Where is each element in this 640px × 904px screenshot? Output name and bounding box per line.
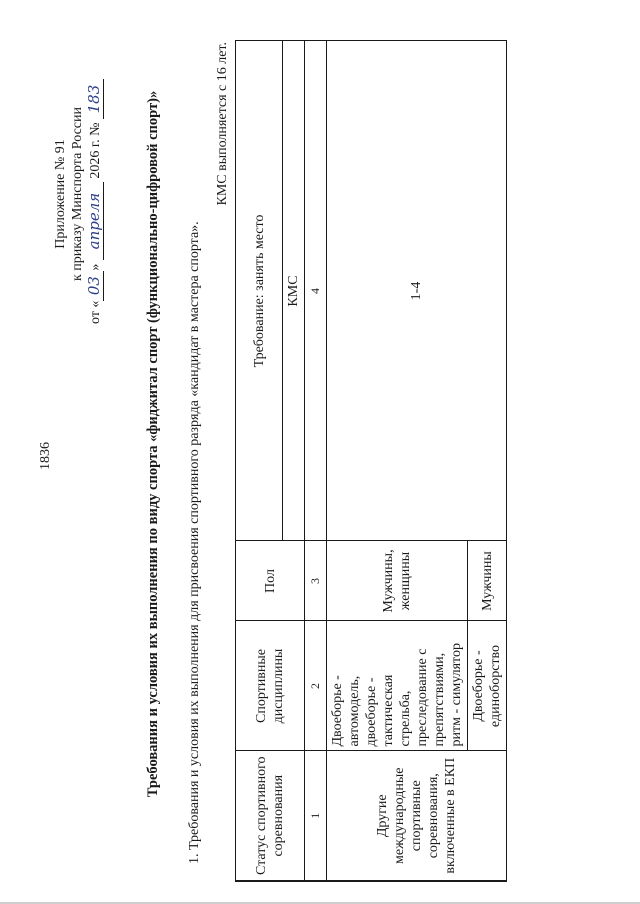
date-year: 2026 г. № [88, 122, 103, 179]
handwritten-month: апреля [86, 182, 104, 260]
place-cell: 1-4 [327, 41, 507, 541]
discipline-cell [327, 621, 468, 751]
table-row [327, 41, 468, 881]
discipline-line: ритм - симулятор [449, 643, 464, 747]
document-title: Требования и условия их выполнения по виду спорта «фиджитал спорт (функционально-цифровой спорт)» [145, 90, 161, 798]
appendix-date-line [86, 54, 104, 334]
header-requirement: Требование: занять место [236, 41, 283, 541]
header-rank: КМС [283, 41, 305, 541]
header-disciplines: Спортивные дисциплины [236, 621, 305, 751]
header-status: Статус спортивного соревнования [236, 751, 305, 881]
page-number: 1836 [38, 442, 53, 470]
discipline-line: стрельба, [398, 690, 413, 747]
requirements-table [235, 41, 507, 883]
gender-cell: Мужчины [468, 541, 507, 621]
date-prefix: от « [88, 300, 103, 324]
discipline-line: двоеборье - тактическая [364, 674, 396, 747]
handwritten-order-number: 183 [86, 79, 104, 119]
table-note: КМС выполняется с 16 лет. [215, 42, 230, 206]
discipline-line: препятствиями, [432, 652, 447, 747]
status-cell: Другие международные спортивные соревнования, включенные в ЕКП [327, 751, 507, 881]
discipline-cell: Двоеборье - единоборство [468, 621, 507, 751]
column-number-2: 2 [305, 621, 327, 751]
gender-cell: Мужчины, женщины [327, 541, 468, 621]
handwritten-day: 03 [86, 271, 104, 301]
date-mid: » [88, 263, 103, 271]
appendix-block [52, 54, 104, 334]
discipline-line: преследование с [415, 648, 430, 747]
column-number-3: 3 [305, 541, 327, 621]
discipline-line: Двоеборье - автомодель, [330, 675, 362, 747]
column-number-4: 4 [305, 41, 327, 541]
header-gender: Пол [236, 541, 305, 621]
appendix-line-2: к приказу Минспорта России [70, 107, 85, 281]
section-heading: 1. Требования и условия их выполнения для присвоения спортивного разряда «кандидат в мастера спорта». [187, 221, 202, 864]
column-number-1: 1 [305, 751, 327, 881]
appendix-line-1: Приложение № 91 [53, 139, 68, 249]
